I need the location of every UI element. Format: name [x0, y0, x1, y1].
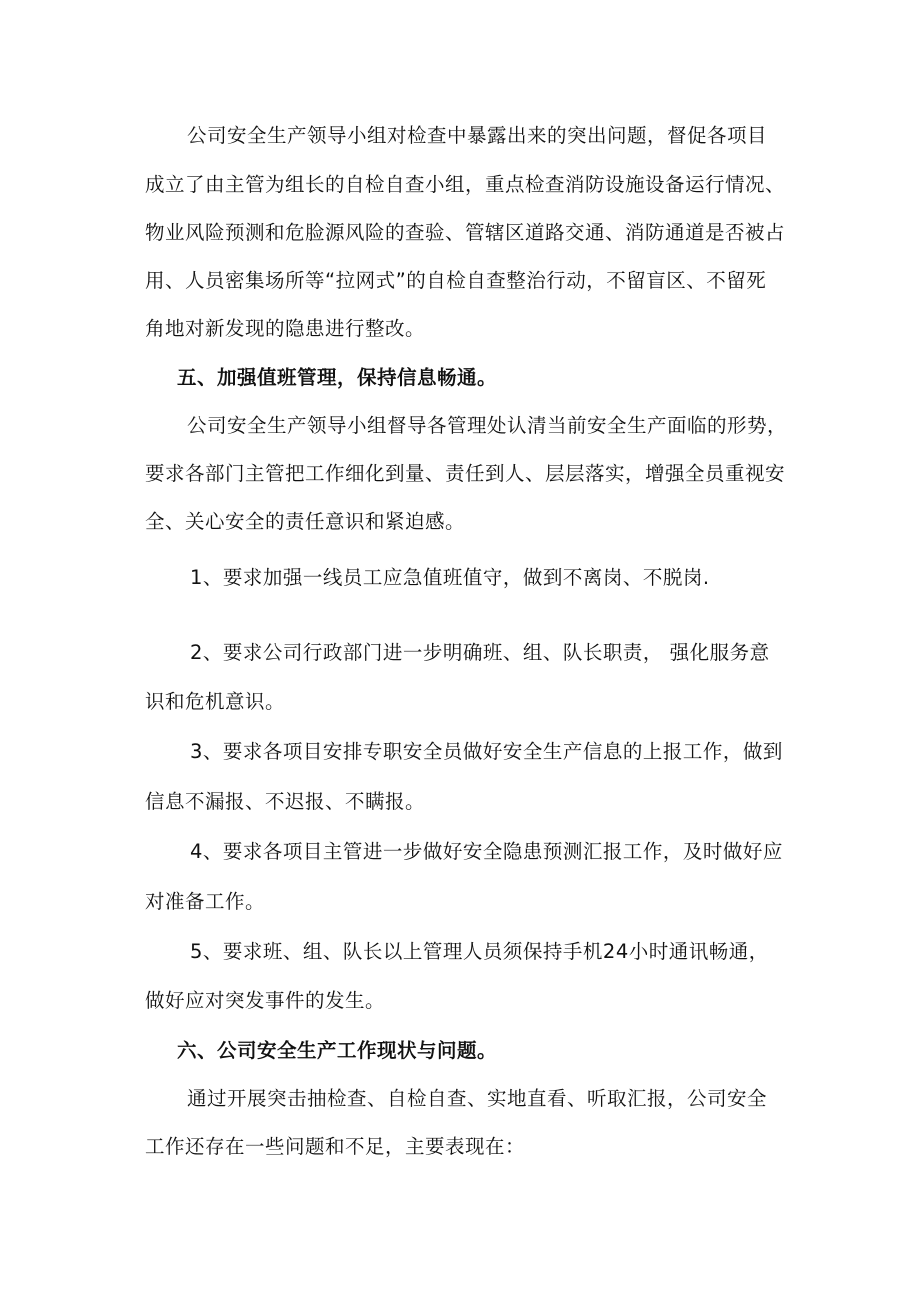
list-item-4-line-1: 4、要求各项目主管进一步做好安全隐患预测汇报工作，及时做好应: [190, 840, 783, 863]
paragraph-1-line-4: 用、人员密集场所等“拉网式”的自检自查整治行动，不留盲区、不留死: [145, 269, 767, 292]
section-heading-6: 六、公司安全生产工作现状与问题。: [177, 1039, 498, 1062]
paragraph-1-line-1: 公司安全生产领导小组对检查中暴露出来的突出问题，督促各项目: [187, 124, 768, 147]
paragraph-2-line-2: 要求各部门主管把工作细化到量、责任到人、层层落实，增强全员重视安: [145, 462, 786, 485]
list-item-5-line-2: 做好应对突发事件的发生。: [145, 989, 386, 1012]
paragraph-1-line-5: 角地对新发现的隐患进行整改。: [145, 317, 426, 340]
list-item-3-line-1: 3、要求各项目安排专职安全员做好安全生产信息的上报工作，做到: [190, 740, 783, 763]
paragraph-1-line-2: 成立了由主管为组长的自检自查小组，重点检查消防设施设备运行情况、: [145, 173, 786, 196]
paragraph-3-line-1: 通过开展突击抽检查、自检自查、实地直看、听取汇报，公司安全: [187, 1087, 768, 1110]
paragraph-1-line-3: 物业风险预测和危脸源风险的查验、管辖区道路交通、消防通道是否被占: [145, 221, 786, 244]
paragraph-2-line-1: 公司安全生产领导小组督导各管理处认清当前安全生产面临的形势，: [187, 414, 788, 437]
list-item-2-line-1: 2、要求公司行政部门进一步明确班、组、队长职责， 强化服务意: [190, 641, 770, 664]
list-item-2-line-2: 识和危机意识。: [145, 690, 286, 713]
list-item-5-line-1: 5、要求班、组、队长以上管理人员须保持手机24小时通讯畅通，: [190, 940, 769, 963]
list-item-3-line-2: 信息不漏报、不迟报、不瞒报。: [145, 790, 426, 813]
list-item-1-line-1: 1、要求加强一线员工应急值班值守，做到不离岗、不脱岗.: [190, 566, 710, 589]
section-heading-5: 五、加强值班管理，保持信息畅通。: [177, 366, 498, 389]
paragraph-2-line-3: 全、关心安全的责任意识和紧迫感。: [145, 510, 466, 533]
list-item-4-line-2: 对准备工作。: [145, 890, 266, 913]
paragraph-3-line-2: 工作还存在一些问题和不足，主要表现在：: [145, 1135, 526, 1158]
